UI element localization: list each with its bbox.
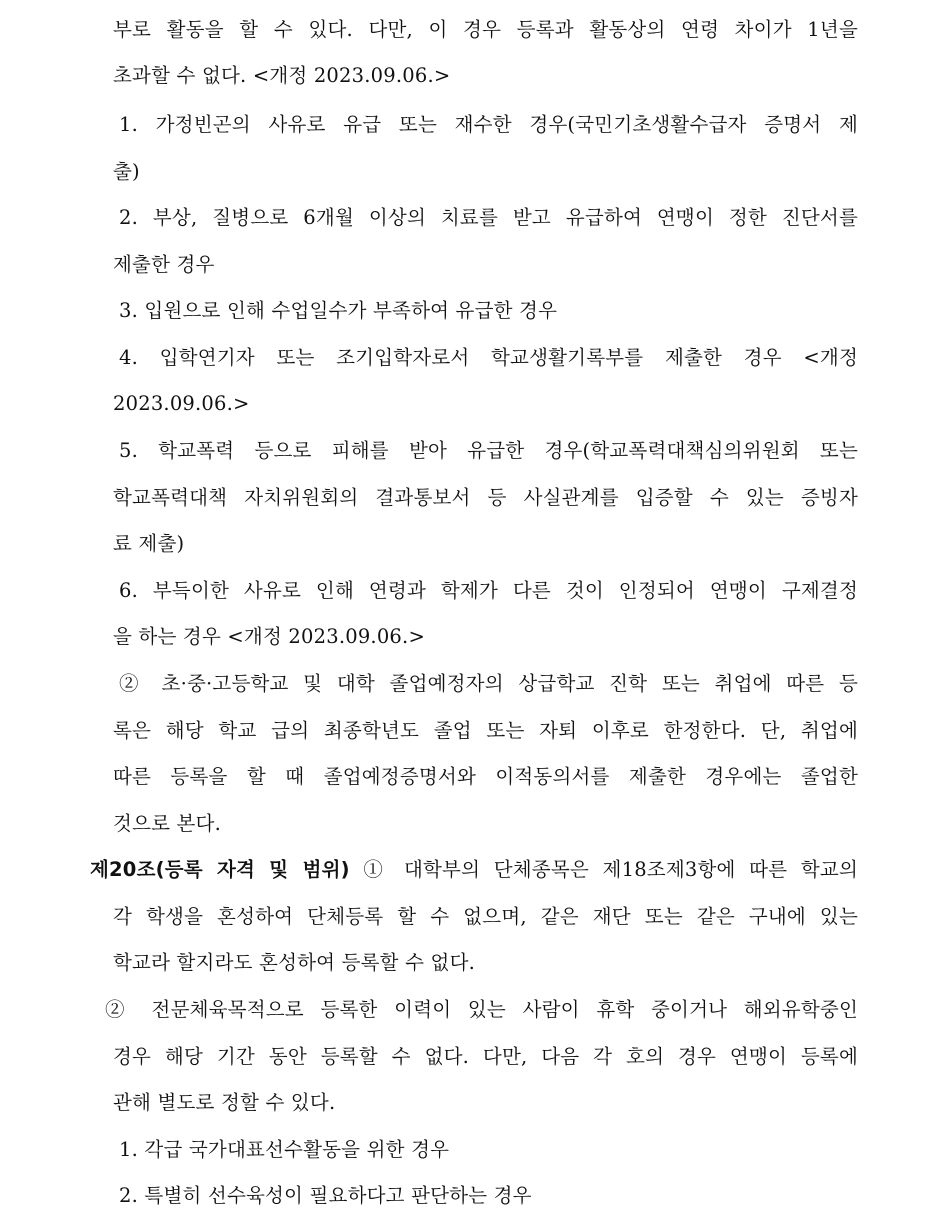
- paragraph-2-line: ② 초·중·고등학교 및 대학 졸업예정자의 상급학교 진학 또는 취업에 따른 등: [119, 672, 858, 695]
- list-item-5-line: 5. 학교폭력 등으로 피해를 받아 유급한 경우(학교폭력대책심의위원회 또는: [119, 439, 858, 462]
- paragraph-2-line: 따른 등록을 할 때 졸업예정증명서와 이적동의서를 제출한 경우에는 졸업한: [113, 765, 858, 788]
- paragraph-2-line: 것으로 본다.: [113, 812, 221, 835]
- article-20-item-2: 2. 특별히 선수육성이 필요하다고 판단하는 경우: [119, 1184, 532, 1207]
- list-item-5-line: 료 제출): [113, 532, 185, 555]
- list-item-1-line: 출): [113, 160, 140, 183]
- article-20-clause-2-line: ② 전문체육목적으로 등록한 이력이 있는 사람이 휴학 중이거나 해외유학중인: [105, 998, 858, 1021]
- article-20-line: 각 학생을 혼성하여 단체등록 할 수 없으며, 같은 재단 또는 같은 구내에 있는: [113, 905, 858, 928]
- list-item-6-line: 을 하는 경우 <개정 2023.09.06.>: [113, 625, 425, 648]
- paragraph-2-line: 록은 해당 학교 급의 최종학년도 졸업 또는 자퇴 이후로 한정한다. 단, 취업에: [113, 719, 858, 742]
- list-item-1-line: 1. 가정빈곤의 사유로 유급 또는 재수한 경우(국민기초생활수급자 증명서 제: [119, 113, 858, 136]
- list-item-5-line: 학교폭력대책 자치위원회의 결과통보서 등 사실관계를 입증할 수 있는 증빙자: [113, 486, 858, 509]
- list-item-4-line: 4. 입학연기자 또는 조기입학자로서 학교생활기록부를 제출한 경우 <개정: [119, 346, 858, 369]
- article-20-clause-2-line: 관해 별도로 정할 수 있다.: [113, 1091, 336, 1114]
- article-20-line: 학교라 할지라도 혼성하여 등록할 수 없다.: [113, 951, 476, 974]
- article-20-clause-2-line: 경우 해당 기간 동안 등록할 수 없다. 다만, 다음 각 호의 경우 연맹이 등록에: [113, 1045, 858, 1068]
- article-20-item-1: 1. 각급 국가대표선수활동을 위한 경우: [119, 1138, 450, 1161]
- article-20-title: 제20조(등록 자격 및 범위): [90, 858, 350, 881]
- list-item-2-line: 2. 부상, 질병으로 6개월 이상의 치료를 받고 유급하여 연맹이 정한 진단서를: [119, 206, 858, 229]
- paragraph-line: 초과할 수 없다. <개정 2023.09.06.>: [113, 64, 451, 87]
- list-item-3-line: 3. 입원으로 인해 수업일수가 부족하여 유급한 경우: [119, 299, 558, 322]
- list-item-4-line: 2023.09.06.>: [113, 392, 250, 415]
- article-20-first-line: [90, 855, 858, 885]
- list-item-6-line: 6. 부득이한 사유로 인해 연령과 학제가 다른 것이 인정되어 연맹이 구제결정: [119, 579, 858, 602]
- list-item-2-line: 제출한 경우: [113, 253, 215, 276]
- article-20-clause-1-start: ① 대학부의 단체종목은 제18조제3항에 따른 학교의: [349, 858, 858, 881]
- paragraph-line: 부로 활동을 할 수 있다. 다만, 이 경우 등록과 활동상의 연령 차이가 1년을: [113, 18, 858, 41]
